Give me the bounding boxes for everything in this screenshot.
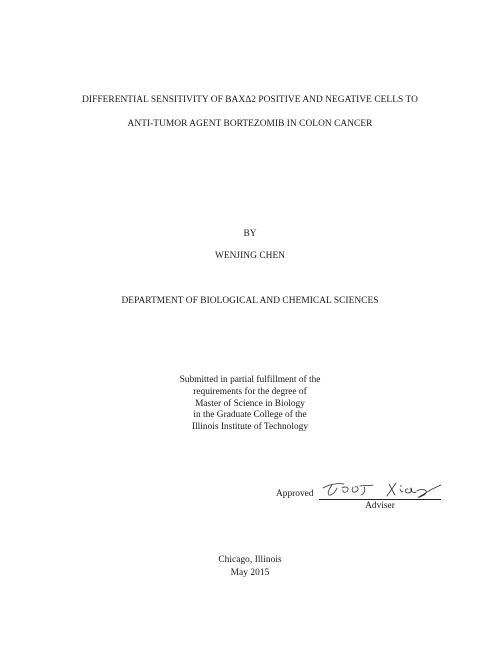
date: May 2015 [230,568,270,578]
adviser-label: Adviser [365,501,395,511]
location: Chicago, Illinois [218,555,282,565]
by-label: BY [243,229,257,239]
author-name: WENJING CHEN [214,251,286,261]
approved-label: Approved [276,489,314,499]
department-name: DEPARTMENT OF BIOLOGICAL AND CHEMICAL SCIENCES [121,296,379,306]
submission-statement [0,375,500,434]
submission-line: Illinois Institute of Technology [191,422,309,433]
submission-line: in the Graduate College of the [193,410,307,421]
thesis-title-line-2: ANTI-TUMOR AGENT BORTEZOMIB IN COLON CANCER [127,119,373,129]
thesis-title-line-1: DIFFERENTIAL SENSITIVITY OF BAXΔ2 POSITIVE AND NEGATIVE CELLS TO [82,95,418,105]
approval-block [276,478,446,514]
submission-line: requirements for the degree of [193,386,307,397]
submission-line: Master of Science in Biology [195,398,305,409]
submission-line: Submitted in partial fulfillment of the [179,375,321,385]
